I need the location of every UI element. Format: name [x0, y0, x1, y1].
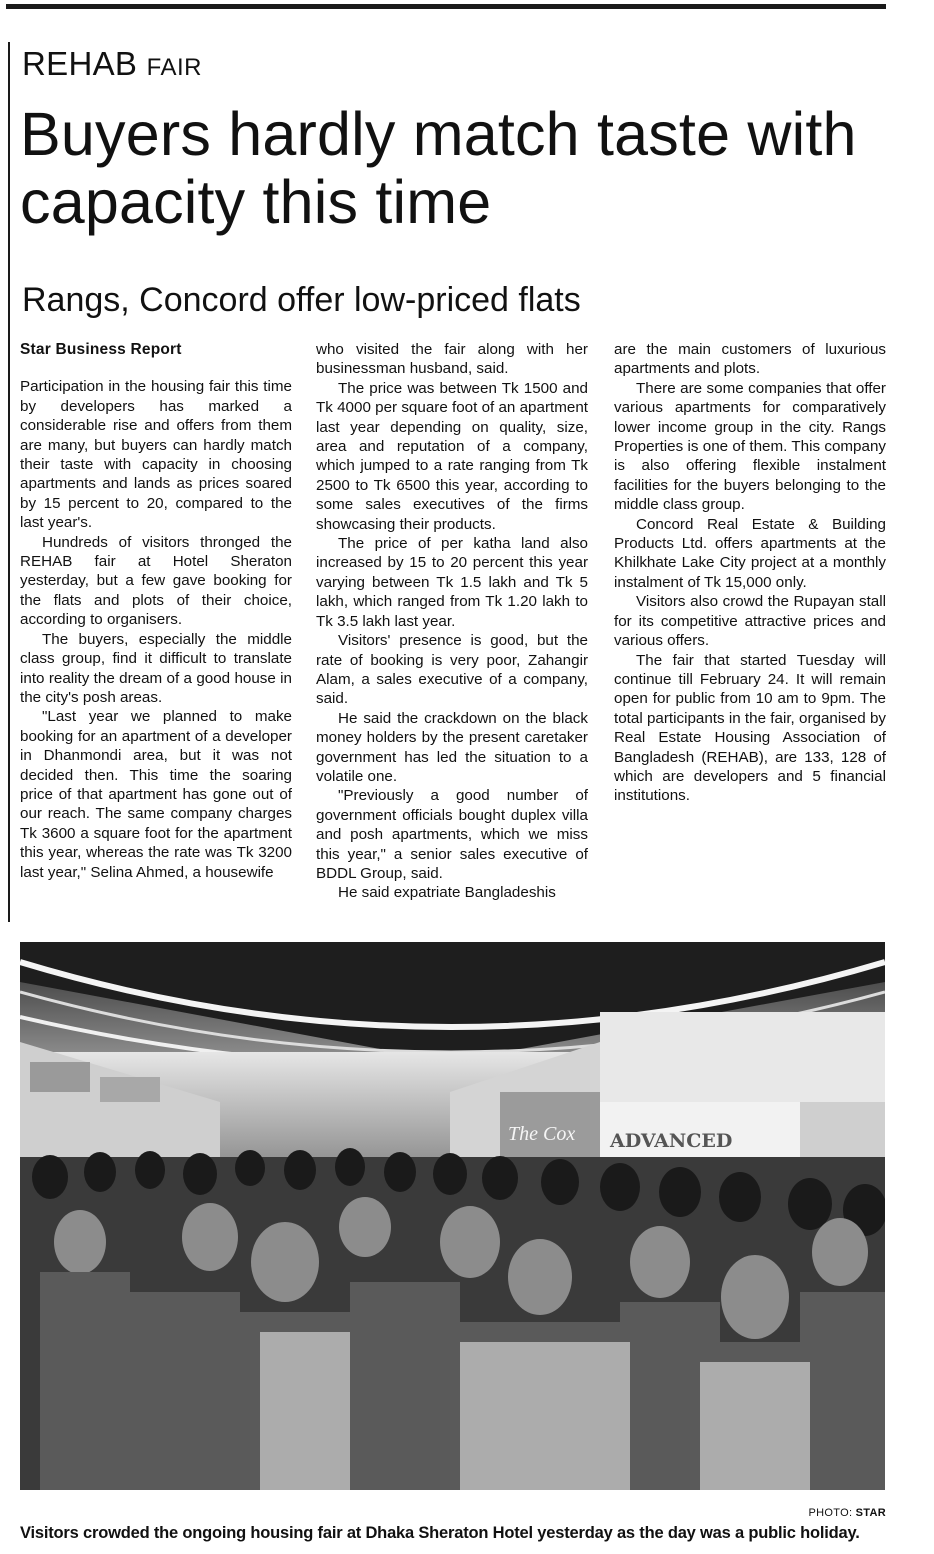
subhead: Rangs, Concord offer low-priced flats	[22, 281, 581, 319]
paragraph: The buyers, especially the middle class group, find it difficult to translate into reality the dream of a good house in the city's posh areas.	[20, 630, 292, 706]
paragraph: Participation in the housing fair this time by developers has marked a considerable rise and offers from them are many, but buyers can hardly match their taste with capacity in choosing apartments and lands as prices soared by 15 percent to 20, compared to the last year's.	[20, 378, 292, 532]
paragraph: are the main customers of luxurious apartments and plots.	[614, 341, 886, 378]
photo-caption: Visitors crowded the ongoing housing fair at Dhaka Sheraton Hotel yesterday as the day was a public holiday.	[20, 1524, 860, 1542]
sign-cox: The Cox	[508, 1123, 576, 1145]
headline: Buyers hardly match taste with capacity this time	[20, 100, 857, 236]
article-column-2	[316, 340, 588, 903]
paragraph: Concord Real Estate & Building Products Ltd. offers apartments at the Khilkhate Lake City project at a monthly instalment of Tk 15,000 only.	[614, 515, 886, 591]
paragraph: Visitors also crowd the Rupayan stall for its competitive attractive prices and various offers.	[614, 593, 886, 650]
left-rule	[8, 42, 10, 922]
paragraph: The price of per katha land also increased by 15 to 20 percent this year varying between Tk 1.5 lakh and Tk 5 lakh, which ranged from Tk 1.20 lakh to Tk 3.5 lakh last year.	[316, 535, 588, 630]
photo-credit-label: PHOTO:	[808, 1507, 856, 1519]
top-rule	[6, 4, 886, 9]
kicker-first: REHAB	[22, 45, 147, 82]
paragraph: Visitors' presence is good, but the rate of booking is very poor, Zahangir Alam, a sales executive of a company, said.	[316, 632, 588, 708]
sign-adv-1: ADVANCED	[610, 1130, 733, 1152]
paragraph: He said the crackdown on the black money holders by the present caretaker government has led the situation to a volatile one.	[316, 709, 588, 785]
paragraph: "Last year we planned to make booking for an apartment of a developer in Dhanmondi area, but it was not decided then. This time the soaring price of that apartment has gone out of our reach. The same company charges Tk 3600 a square foot for the apartment this year, whereas the rate was Tk 3200 last year," Selina Ahmed, a housewife	[20, 708, 292, 881]
kicker	[22, 44, 202, 88]
byline: Star Business Report	[20, 341, 182, 358]
news-photo	[20, 942, 885, 1490]
photo-credit-source: STAR	[855, 1507, 886, 1519]
article-column-1	[20, 340, 292, 882]
paragraph: Hundreds of visitors thronged the REHAB fair at Hotel Sheraton yesterday, but a few gave booking for the flats and plots of their choice, according to organisers.	[20, 533, 292, 629]
photo-credit	[809, 1507, 886, 1519]
paragraph: "Previously a good number of government officials bought duplex villa and posh apartments, which we miss this year," a senior sales executive of BDDL Group, said.	[316, 787, 588, 882]
paragraph: He said expatriate Bangladeshis	[338, 884, 556, 902]
paragraph: There are some companies that offer various apartments for comparatively lower income group in the city. Rangs Properties is one of them. This company is also offering flexible instalment facilities for the buyers belonging to the middle class group.	[614, 379, 886, 514]
paragraph: The fair that started Tuesday will continue till February 24. It will remain open for public from 10 am to 9pm. The total participants in the fair, organised by Real Estate Housing Association of Bangladesh (REHAB), are 133, 128 of which are developers and 5 financial institutions.	[614, 651, 886, 805]
paragraph: The price was between Tk 1500 and Tk 4000 per square foot of an apartment last year depending on quality, size, area and reputation of a company, which jumped to a rate ranging from Tk 2500 to Tk 6500 this year, according to some sales executives of the firms showcasing their products.	[316, 379, 588, 533]
article-column-3	[614, 340, 886, 806]
kicker-second: FAIR	[146, 54, 203, 81]
paragraph: who visited the fair along with her businessman husband, said.	[316, 341, 588, 378]
